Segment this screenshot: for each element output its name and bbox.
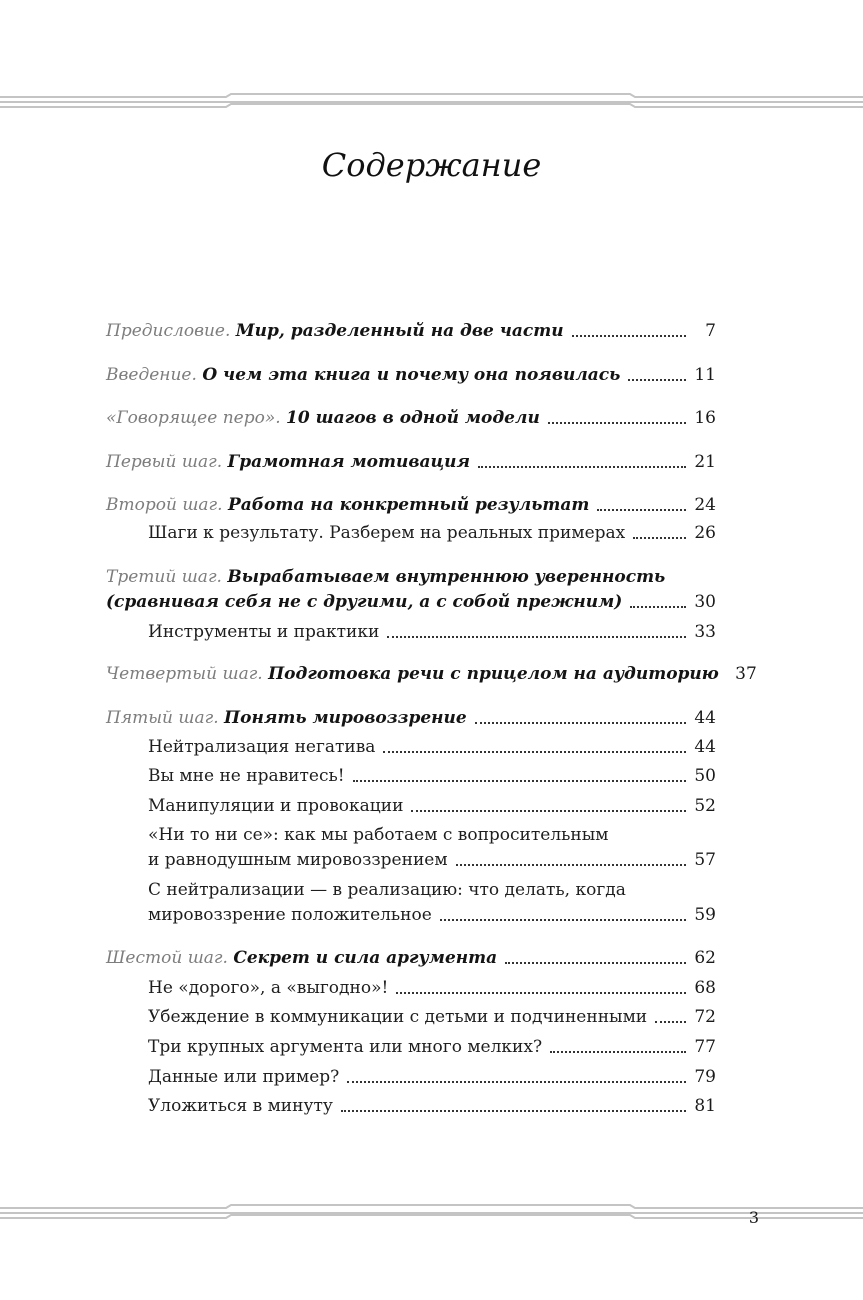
dot-leader <box>548 421 686 424</box>
toc-entry-label: Третий шаг. <box>106 567 222 587</box>
toc-subentry-title: Нейтрализация негатива <box>148 737 376 757</box>
toc-page-number: 21 <box>694 452 716 472</box>
toc-subentry[interactable] <box>148 794 716 818</box>
toc-entry[interactable] <box>106 406 716 430</box>
toc-subentry-title: «Ни то ни се»: как мы работаем с вопросительным <box>148 825 609 845</box>
toc-subentry[interactable] <box>148 764 716 788</box>
dot-leader <box>396 991 686 994</box>
bottom-decorative-rule <box>0 1204 863 1220</box>
toc-subentry-title: С нейтрализации — в реализацию: что делать, когда <box>148 880 626 900</box>
toc-page-number: 37 <box>735 664 757 684</box>
dot-leader <box>353 779 686 782</box>
toc-page-number: 30 <box>694 592 716 612</box>
toc-page-number: 16 <box>694 408 716 428</box>
toc-page-number: 57 <box>694 850 716 870</box>
toc-subentry-title: Шаги к результату. Разберем на реальных примерах <box>148 523 626 543</box>
toc-subentry[interactable] <box>148 976 716 1000</box>
toc-subentry-title: Уложиться в минуту <box>148 1096 333 1116</box>
toc-entry[interactable] <box>106 706 716 730</box>
toc-subentry[interactable] <box>148 521 716 545</box>
toc-page-number: 11 <box>694 365 716 385</box>
toc-page-number: 79 <box>694 1067 716 1087</box>
toc-entry-label: Четвертый шаг. <box>106 664 263 684</box>
toc-subentry[interactable] <box>148 1065 716 1089</box>
toc-page-number: 50 <box>694 766 716 786</box>
dot-leader <box>628 378 686 381</box>
toc-subentry[interactable] <box>148 848 716 872</box>
dot-leader <box>478 465 686 468</box>
toc-entry-heading: О чем эта книга и почему она появилась <box>202 365 621 385</box>
toc-subentry-title: Убеждение в коммуникации с детьми и подчиненными <box>148 1007 648 1027</box>
toc-entry-heading: Грамотная мотивация <box>227 452 471 472</box>
toc-entry-label: Шестой шаг. <box>106 948 228 968</box>
toc-page-number: 72 <box>694 1007 716 1027</box>
toc-entry[interactable] <box>106 590 716 614</box>
toc-entry-heading: Секрет и сила аргумента <box>233 948 498 968</box>
toc-entry-first-line[interactable] <box>106 565 665 589</box>
dot-leader <box>572 334 686 337</box>
dot-leader <box>550 1050 686 1053</box>
toc-entry-heading: Понять мировоззрение <box>224 708 467 728</box>
toc-page-number: 7 <box>705 321 716 341</box>
page-number: 3 <box>748 1208 760 1227</box>
toc-entry-label: Первый шаг. <box>106 452 223 472</box>
toc-subentry-title: Инструменты и практики <box>148 622 380 642</box>
toc-entry-label: «Говорящее перо». <box>106 408 281 428</box>
toc-page-number: 59 <box>694 905 716 925</box>
page-title: Содержание <box>321 146 542 184</box>
toc-entry[interactable] <box>106 946 716 970</box>
toc-subentry-first-line[interactable] <box>148 878 626 902</box>
toc-page-number: 68 <box>694 978 716 998</box>
toc-subentry-title-continued: и равнодушным мировоззрением <box>148 850 448 870</box>
toc-entry-heading: 10 шагов в одной модели <box>286 408 540 428</box>
dot-leader <box>597 508 686 511</box>
toc-page-number: 81 <box>694 1096 716 1116</box>
toc-page-number: 44 <box>694 737 716 757</box>
toc-subentry[interactable] <box>148 1005 716 1029</box>
toc-subentry-title: Манипуляции и провокации <box>148 796 404 816</box>
dot-leader <box>633 536 686 539</box>
dot-leader <box>505 961 686 964</box>
toc-subentry-title: Данные или пример? <box>148 1067 340 1087</box>
toc-subentry-first-line[interactable] <box>148 823 608 847</box>
dot-leader <box>341 1109 686 1112</box>
toc-entry-heading-continued: (сравнивая себя не с другими, а с собой прежним) <box>106 592 623 612</box>
toc-page-number: 77 <box>694 1037 716 1057</box>
toc-page-number: 44 <box>694 708 716 728</box>
toc-entry-heading: Подготовка речи с прицелом на аудиторию <box>268 664 719 684</box>
toc-subentry[interactable] <box>148 903 716 927</box>
dot-leader <box>347 1080 686 1083</box>
toc-page-number: 24 <box>694 495 716 515</box>
toc-entry-label: Введение. <box>106 365 197 385</box>
toc-subentry-title: Вы мне не нравитесь! <box>148 766 345 786</box>
toc-entry[interactable] <box>106 319 716 343</box>
dot-leader <box>411 809 686 812</box>
dot-leader <box>655 1020 686 1023</box>
dot-leader <box>630 605 686 608</box>
toc-subentry-title-continued: мировоззрение положительное <box>148 905 432 925</box>
toc-subentry[interactable] <box>148 620 716 644</box>
toc-page-number: 26 <box>694 523 716 543</box>
toc-entry[interactable] <box>106 450 716 474</box>
toc-subentry-title: Три крупных аргумента или много мелких? <box>148 1037 543 1057</box>
toc-page-number: 33 <box>694 622 716 642</box>
toc-entry[interactable] <box>106 363 716 387</box>
toc-entry-label: Предисловие. <box>106 321 231 341</box>
toc-entry-heading: Работа на конкретный результат <box>227 495 590 515</box>
toc-entry[interactable] <box>106 493 716 517</box>
dot-leader <box>387 635 686 638</box>
dot-leader <box>383 750 686 753</box>
toc-entry-heading: Мир, разделенный на две части <box>235 321 564 341</box>
toc-subentry[interactable] <box>148 1035 716 1059</box>
dot-leader <box>475 721 686 724</box>
toc-subentry[interactable] <box>148 735 716 759</box>
dot-leader <box>440 918 686 921</box>
toc-entry-label: Второй шаг. <box>106 495 223 515</box>
toc-subentry[interactable] <box>148 1094 716 1118</box>
toc-entry-heading: Вырабатываем внутреннюю уверенность <box>227 567 666 587</box>
toc-entry[interactable] <box>106 662 757 686</box>
toc-page-number: 52 <box>694 796 716 816</box>
dot-leader <box>456 863 686 866</box>
toc-subentry-title: Не «дорого», а «выгодно»! <box>148 978 389 998</box>
toc-entry-label: Пятый шаг. <box>106 708 219 728</box>
toc-page-number: 62 <box>694 948 716 968</box>
